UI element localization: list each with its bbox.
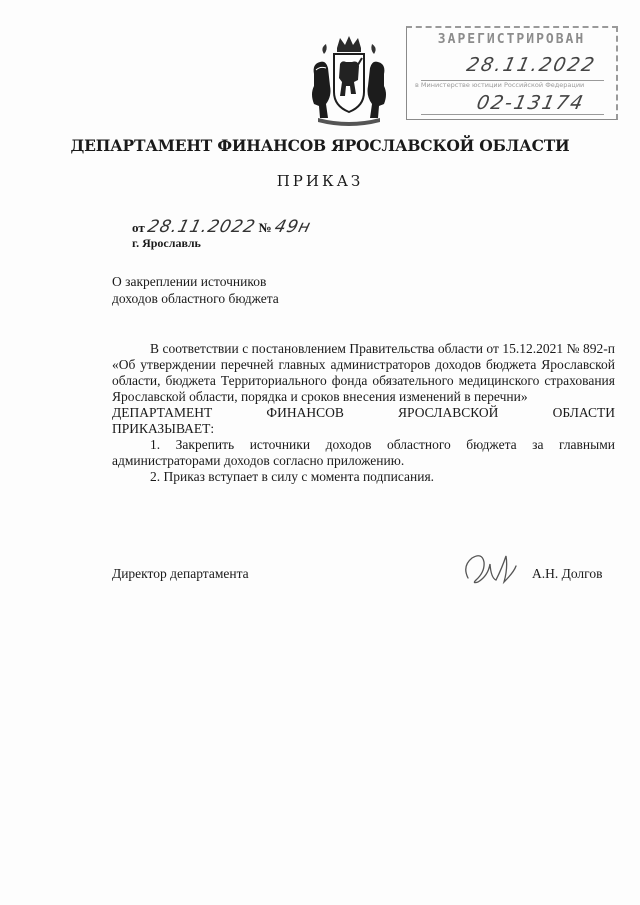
order-item-1: 1. Закрепить источники доходов областного бюджета за главными администраторами доходов согласно приложению. [112, 437, 615, 468]
orders-label: ПРИКАЗЫВАЕТ: [112, 421, 215, 436]
subject-line: доходов областного бюджета [112, 291, 279, 306]
order-subject [112, 273, 279, 307]
order-body [112, 341, 615, 485]
preamble-paragraph: В соответствии с постановлением Правительства области от 15.12.2021 № 892-п «Об утверждении перечней главных администраторов доходов бюджета Ярославской области, бюджета Территориального фонда обязательного медицинского страхования Ярославской области, порядка и сроков внесения изменений в перечни» [112, 341, 615, 404]
subject-line: О закреплении источников [112, 274, 267, 289]
order-date: 28.11.2022 [145, 217, 258, 237]
dept-word: ДЕПАРТАМЕНТ [112, 405, 213, 420]
order-item-2: 2. Приказ вступает в силу с момента подписания. [150, 469, 435, 484]
stamp-title: ЗАРЕГИСТРИРОВАН [437, 32, 586, 47]
order-date-line [132, 217, 314, 237]
dept-word: ОБЛАСТИ [552, 405, 615, 420]
order-number: 49н [272, 217, 314, 237]
signatory-name: А.Н. Долгов [532, 566, 603, 581]
registration-stamp [406, 26, 618, 120]
city: г. Ярославль [132, 236, 201, 250]
number-label: № [258, 220, 272, 235]
department-heading: ДЕПАРТАМЕНТ ФИНАНСОВ ЯРОСЛАВСКОЙ ОБЛАСТИ [70, 136, 570, 155]
dept-word: ФИНАНСОВ [266, 405, 344, 420]
coat-of-arms-emblem [304, 34, 394, 126]
document-type: ПРИКАЗ [276, 172, 364, 190]
stamp-date: 28.11.2022 [464, 54, 599, 76]
stamp-caption: в Министерстве юстиции Российской Федерации [415, 81, 585, 89]
signatory-role: Директор департамента [112, 566, 249, 581]
stamp-divider [421, 114, 604, 115]
handwritten-signature [458, 548, 520, 590]
from-label: от [132, 220, 145, 235]
dept-word: ЯРОСЛАВСКОЙ [398, 405, 499, 420]
stamp-number: 02-13174 [474, 92, 587, 114]
department-line [112, 405, 615, 421]
